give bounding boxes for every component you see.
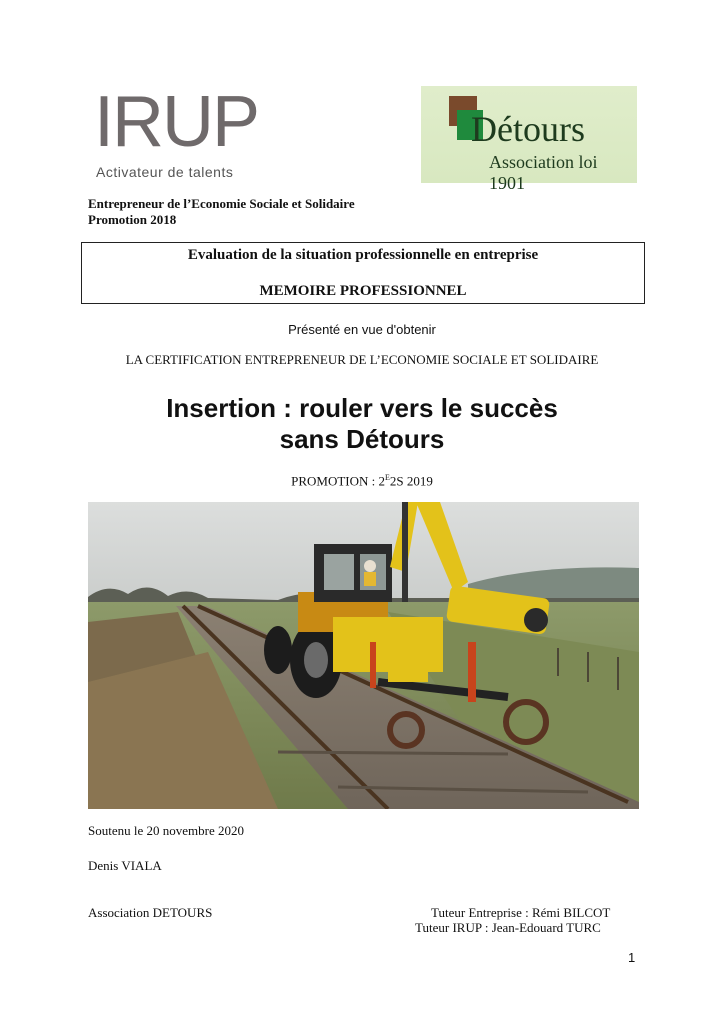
irup-logo-word: IRUP <box>94 82 259 162</box>
document-title-line2: sans Détours <box>279 424 445 454</box>
promotion-prefix: PROMOTION : 2 <box>291 473 386 489</box>
author-name: Denis VIALA <box>88 858 162 873</box>
cover-photo-illustration <box>88 502 639 809</box>
association-name: Association DETOURS <box>88 905 213 920</box>
document-title-line1: Insertion : rouler vers le succès <box>166 393 558 423</box>
promotion-suffix: 2S 2019 <box>389 473 433 489</box>
presented-text: Présenté en vue d'obtenir <box>288 322 436 337</box>
irup-logo-tagline: Activateur de talents <box>96 164 234 180</box>
promotion-superscript: E <box>385 473 390 482</box>
detours-logo-name: Détours <box>471 109 585 149</box>
page-number: 1 <box>628 950 636 965</box>
memoire-title: MEMOIRE PROFESSIONNEL <box>259 283 467 299</box>
cover-photo <box>88 502 639 809</box>
evaluation-title: Evaluation de la situation professionnelle en entreprise <box>187 247 539 263</box>
header-program: Entrepreneur de l’Economie Sociale et Solidaire <box>88 196 355 211</box>
irup-logo <box>94 82 279 186</box>
detours-logo-subtitle: Association loi 1901 <box>489 152 598 193</box>
defense-date: Soutenu le 20 novembre 2020 <box>88 823 244 838</box>
irup-tutor: Tuteur IRUP : Jean-Edouard TURC <box>415 920 601 935</box>
detours-logo <box>421 86 637 193</box>
header-promotion: Promotion 2018 <box>88 212 177 227</box>
certification-text: LA CERTIFICATION ENTREPRENEUR DE L’ECONOMIE SOCIALE ET SOLIDAIRE <box>125 352 599 367</box>
company-tutor: Tuteur Entreprise : Rémi BILCOT <box>431 905 611 920</box>
evaluation-box <box>81 242 645 304</box>
promotion-text <box>0 473 724 489</box>
